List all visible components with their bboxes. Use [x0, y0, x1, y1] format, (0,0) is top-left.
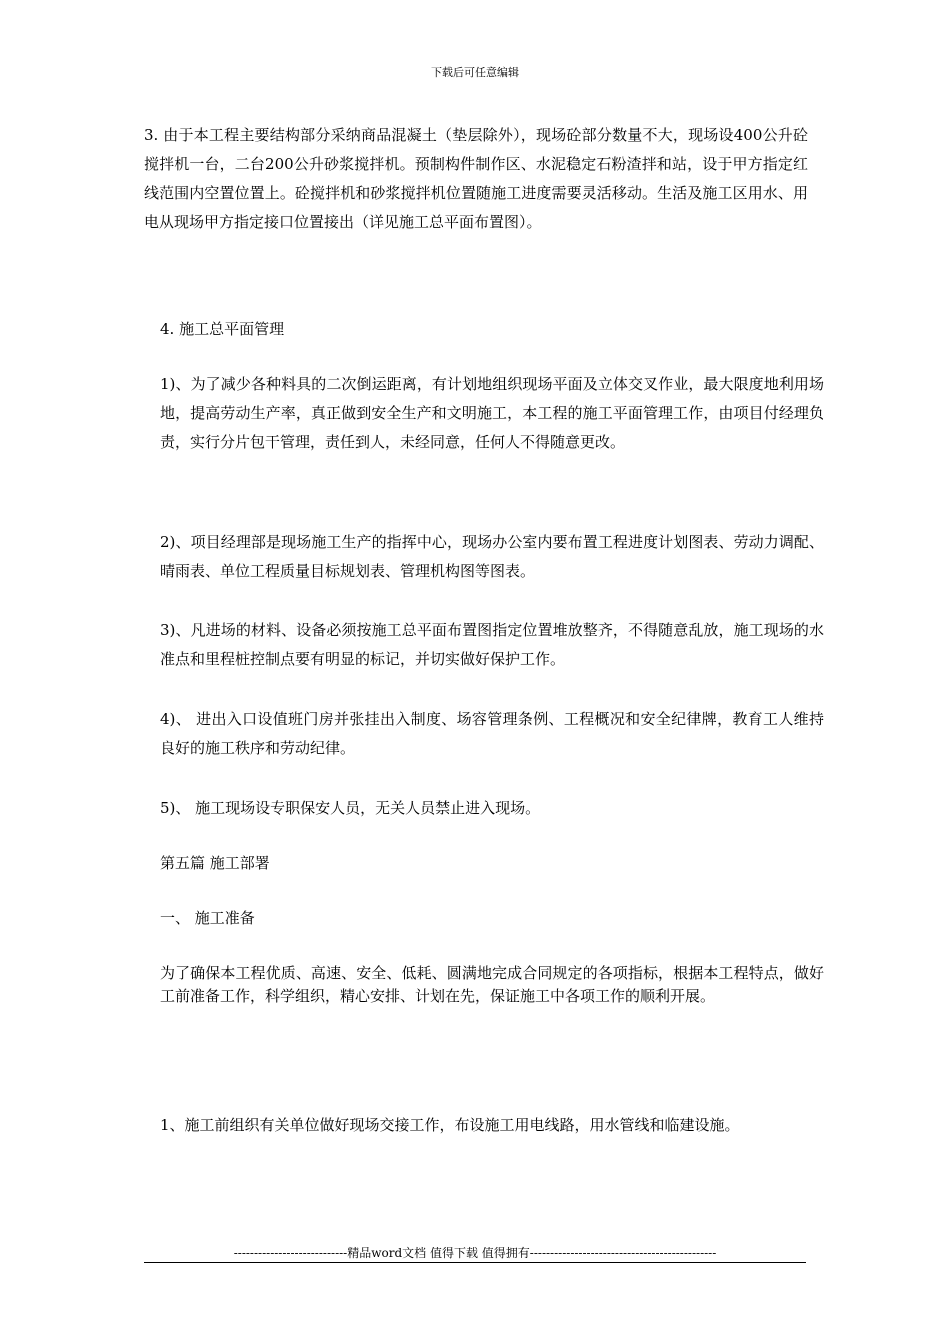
list-item-5: 5)、 施工现场设专职保安人员，无关人员禁止进入现场。 [160, 799, 541, 817]
footer-rule [144, 1262, 806, 1263]
list-item-4: 4)、 进出入口设值班门房并张挂出入制度、场容管理条例、工程概况和安全纪律牌，教育工人维持良好的施工秩序和劳动纪律。 [160, 710, 824, 757]
footer-text: ----------------------------精品word文档 值得下载 值得拥有---------------------------------------------- [233, 1246, 717, 1260]
section-heading-preparation: 一、 施工准备 [160, 909, 255, 927]
header-note: 下载后可任意编辑 [431, 66, 519, 79]
paragraph-preparation-intro: 为了确保本工程优质、高速、安全、低耗、圆满地完成合同规定的各项指标，根据本工程特点，做好工前准备工作，科学组织，精心安排、计划在先，保证施工中各项工作的顺利开展。 [160, 964, 824, 1005]
list-item-1: 1)、为了减少各种料具的二次倒运距离，有计划地组织现场平面及立体交叉作业，最大限度地利用场地，提高劳动生产率，真正做到安全生产和文明施工，本工程的施工平面管理工作，由项目付经理负责，实行分片包干管理，责任到人，未经同意，任何人不得随意更改。 [160, 375, 824, 451]
list-item-2: 2)、项目经理部是现场施工生产的指挥中心，现场办公室内要布置工程进度计划图表、劳动力调配、晴雨表、单位工程质量目标规划表、管理机构图等图表。 [160, 533, 824, 580]
list-item-3: 3)、凡进场的材料、设备必须按施工总平面布置图指定位置堆放整齐，不得随意乱放，施工现场的水准点和里程桩控制点要有明显的标记，并切实做好保护工作。 [160, 621, 824, 668]
section-heading-site-plan-management: 4. 施工总平面管理 [160, 320, 285, 338]
list-item-site-handover: 1、施工前组织有关单位做好现场交接工作，布设施工用电线路，用水管线和临建设施。 [160, 1116, 740, 1134]
paragraph-site-mixers: 3. 由于本工程主要结构部分采纳商品混凝土（垫层除外），现场砼部分数量不大，现场设400公升砼搅拌机一台，二台200公升砂浆搅拌机。预制构件制作区、水泥稳定石粉渣拌和站，设于甲方指定红线范围内空置位置上。砼搅拌机和砂浆搅拌机位置随施工进度需要灵活移动。生活及施工区用水、用电从现场甲方指定接口位置接出（详见施工总平面布置图）。 [144, 126, 808, 231]
chapter-heading: 第五篇 施工部署 [160, 854, 270, 872]
